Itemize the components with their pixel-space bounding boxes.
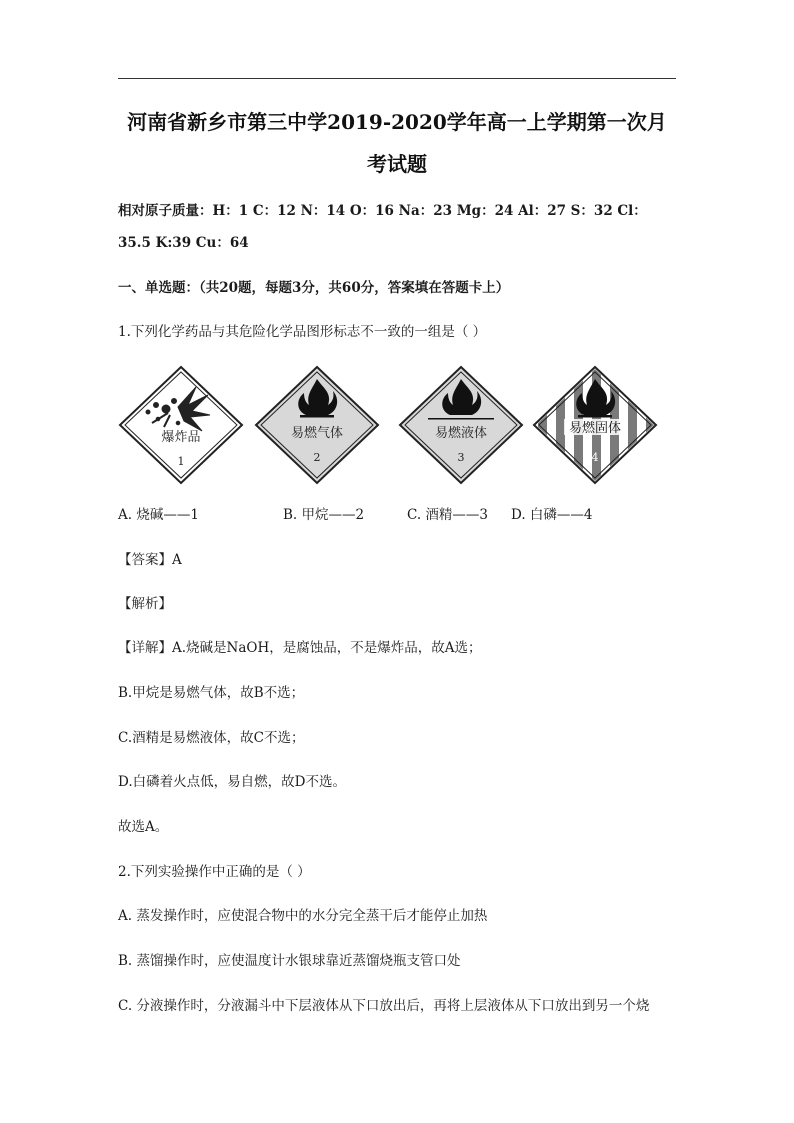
sign-3-number: 3 [457, 451, 465, 464]
hazard-signs-row [118, 365, 678, 485]
q2-option-a: A. 蒸发操作时，应使混合物中的水分完全蒸干后才能停止加热 [118, 908, 488, 924]
q2-option-b: B. 蒸馏操作时，应使温度计水银球靠近蒸馏烧瓶支管口处 [118, 953, 461, 969]
q1-detail-line: C.酒精是易燃液体，故C不选； [118, 730, 305, 746]
flammable-solid-sign [532, 365, 658, 485]
doc-title-line1: 河南省新乡市第三中学2019-2020学年高一上学期第一次月 [127, 110, 667, 134]
q2-option-c: C. 分液操作时，分液漏斗中下层液体从下口放出后，再将上层液体从下口放出到另一个烧 [118, 998, 650, 1014]
sign-2-number: 2 [313, 451, 321, 464]
q1-analysis-heading: 【解析】 [118, 596, 172, 612]
doc-title-line2: 考试题 [367, 152, 427, 176]
section-heading: 一、单选题：（共20题，每题3分，共60分，答案填在答题卡上） [118, 280, 510, 296]
q1-detail-line: D.白磷着火点低，易自燃，故D不选。 [118, 774, 346, 790]
explosive-sign [118, 365, 244, 485]
sign-2-label: 易燃气体 [290, 426, 344, 441]
question-1-stem: 1.下列化学药品与其危险化学品图形标志不一致的一组是（ ） [118, 324, 487, 340]
sign-3-label: 易燃液体 [434, 426, 488, 441]
sign-4-number: 4 [591, 451, 599, 464]
atomic-mass-line1: 相对原子质量：H：1 C：12 N：14 O：16 Na：23 Mg：24 Al：27 S：32 Cl： [118, 203, 647, 219]
flammable-gas-sign [254, 365, 380, 485]
question-2-stem: 2.下列实验操作中正确的是（ ） [118, 864, 311, 880]
atomic-mass-line2: 35.5 K:39 Cu：64 [118, 235, 249, 251]
sign-1-number: 1 [177, 455, 185, 468]
q1-detail-line: 【详解】A.烧碱是NaOH，是腐蚀品，不是爆炸品，故A选； [118, 640, 482, 656]
q1-answer: 【答案】A [118, 552, 182, 568]
header-rule [118, 78, 676, 79]
q1-option-b: B. 甲烷——2 [283, 507, 365, 523]
q1-option-c: C. 酒精——3 [407, 507, 489, 523]
flammable-liquid-sign [398, 365, 524, 485]
sign-4-label: 易燃固体 [568, 421, 622, 436]
q1-conclusion: 故选A。 [118, 819, 169, 835]
sign-1-label: 爆炸品 [161, 430, 201, 445]
q1-option-d: D. 白磷——4 [511, 507, 593, 523]
q1-detail-line: B.甲烷是易燃气体，故B不选； [118, 685, 305, 701]
q1-option-a: A. 烧碱——1 [118, 507, 199, 523]
